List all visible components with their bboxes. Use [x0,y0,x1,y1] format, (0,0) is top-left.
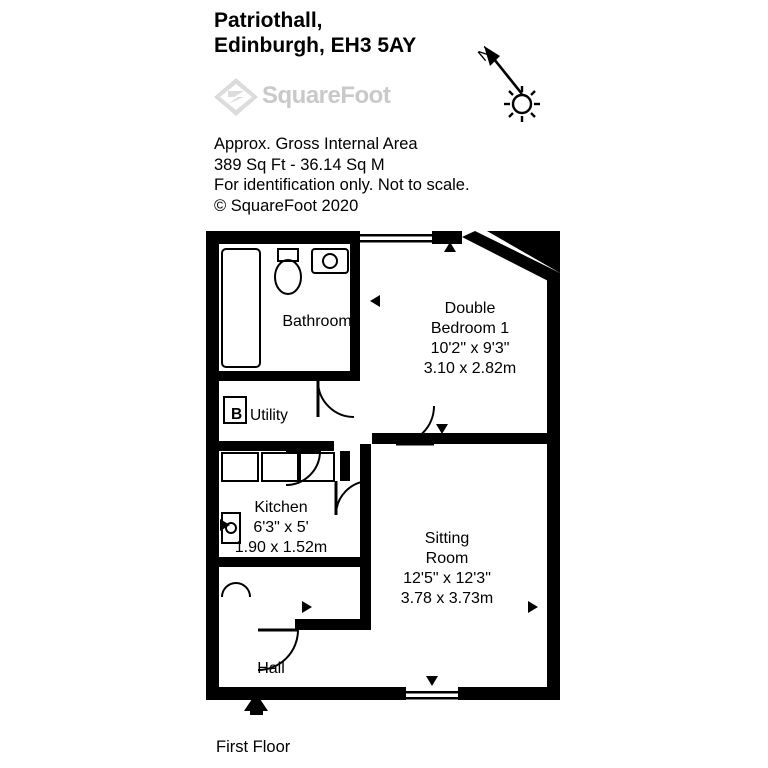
bedroom-name-line-2: Bedroom 1 [430,320,510,337]
room-label-hall: Hall [257,660,285,677]
sitting-name-line-2: Room [425,550,469,567]
bedroom-dims-metric: 3.10 x 2.82m [423,360,517,377]
compass-icon [466,36,566,146]
area-info-line-3: For identification only. Not to scale. [214,176,470,194]
sitting-dims-metric: 3.78 x 3.73m [400,590,494,607]
room-label-bedroom [390,299,550,379]
room-label-sitting-room [372,529,522,609]
sitting-dims-imperial: 12'5" x 12'3" [403,570,491,587]
room-label-utility: Utility [250,407,288,424]
title-line-1: Patriothall, [214,9,323,32]
copyright-line: © SquareFoot 2020 [214,196,359,215]
boiler-label: B [231,406,243,423]
title-line-2: Edinburgh, EH3 5AY [214,34,417,57]
squarefoot-logo-icon [214,78,258,116]
area-info [214,134,574,216]
squarefoot-wordmark: SquareFoot [262,82,391,109]
kitchen-dims-imperial: 6'3" x 5' [253,519,309,536]
room-label-kitchen [216,498,346,558]
sitting-name-line-1: Sitting [424,530,470,547]
floor-label: First Floor [216,738,291,756]
area-info-line-1: Approx. Gross Internal Area [214,135,418,153]
room-label-bathroom [262,312,372,331]
kitchen-dims-metric: 1.90 x 1.52m [234,539,328,556]
compass-rose [466,36,566,146]
squarefoot-logo [214,78,424,116]
area-info-line-2: 389 Sq Ft - 36.14 Sq M [214,155,385,174]
bathroom-name: Bathroom [282,313,352,330]
bedroom-name-line-1: Double [444,300,496,317]
bedroom-dims-imperial: 10'2" x 9'3" [430,340,510,357]
compass-north-label: N [474,42,496,66]
kitchen-name: Kitchen [254,499,308,516]
